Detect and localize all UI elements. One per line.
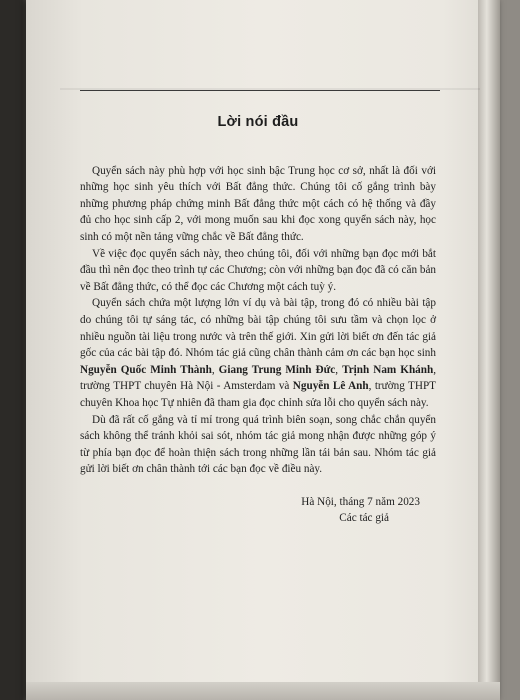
- paragraph-text: Về việc đọc quyển sách này, theo chúng tôi, đối với những bạn đọc mới bắt đầu thì nên đọc theo trình tự các Chương; còn với những bạn đọc đã có căn bản về Bất đẳng thức, có thể đọc các Chương một cách tuỳ ý.: [80, 247, 436, 293]
- paragraph-text: , trường THPT chuyên Khoa học Tự nhiên đã tham gia đọc chỉnh sửa lỗi cho quyển sách này.: [80, 380, 436, 409]
- page-title: Lời nói đầu: [217, 114, 299, 130]
- preface-text-block: [80, 92, 436, 527]
- student-name: Trịnh Nam Khánh: [342, 363, 434, 376]
- page-edge: [478, 0, 500, 700]
- page-bottom-edge: [26, 682, 500, 700]
- paragraph-2: [80, 246, 436, 296]
- paragraph-text: Dù đã rất cố gắng và tỉ mỉ trong quá trình biên soạn, song chắc chắn quyển sách không thể tránh khỏi sai sót, nhóm tác giả mong nhận được những góp ý từ phía bạn đọc để hoàn thiện sách trong những lần tái bản sau. Nhóm tác giả gửi lời biết ơn chân thành tới các bạn đọc về điều này.: [80, 413, 436, 476]
- paragraph-text: Quyển sách này phù hợp với học sinh bậc Trung học cơ sở, nhất là đối với những học sinh yêu thích với Bất đẳng thức. Chúng tôi cố gắng trình bày những phương pháp chứng minh Bất đẳng thức một cách có hệ thống và đầy đủ cho học sinh cấp 2, với mong muốn sau khi đọc xong quyển sách này, học sinh có một nền tảng vững chắc về Bất đẳng thức.: [80, 164, 436, 243]
- authors-signature: Các tác giả: [339, 512, 389, 525]
- paragraph-3: [80, 295, 436, 411]
- separator-text: ,: [335, 363, 343, 376]
- place-date: Hà Nội, tháng 7 năm 2023: [301, 495, 420, 508]
- header-rule: [80, 90, 440, 91]
- student-name: Nguyễn Lê Anh: [292, 380, 369, 393]
- student-name: Giang Trung Minh Đức: [218, 363, 336, 376]
- paragraph-text: , trường THPT chuyên Hà Nội - Amsterdam và: [80, 363, 437, 393]
- paragraph-1: [80, 163, 436, 246]
- signature-block: [80, 494, 436, 527]
- paragraph-4: [80, 412, 436, 478]
- paragraph-text: Quyển sách chứa một lượng lớn ví dụ và bài tập, trong đó có nhiều bài tập do chúng tôi tự sáng tác, có những bài tập chúng tôi sưu tầm và chọn lọc ở nhiều nguồn tài liệu trong nước và trên thế giới. Xin gửi lời biết ơn đến tác giả gốc của các bài tập đó. Nhóm tác giả cũng chân thành cảm ơn các bạn học sinh: [80, 297, 436, 360]
- student-name: Nguyễn Quốc Minh Thành: [80, 363, 212, 376]
- separator-text: ,: [211, 363, 219, 376]
